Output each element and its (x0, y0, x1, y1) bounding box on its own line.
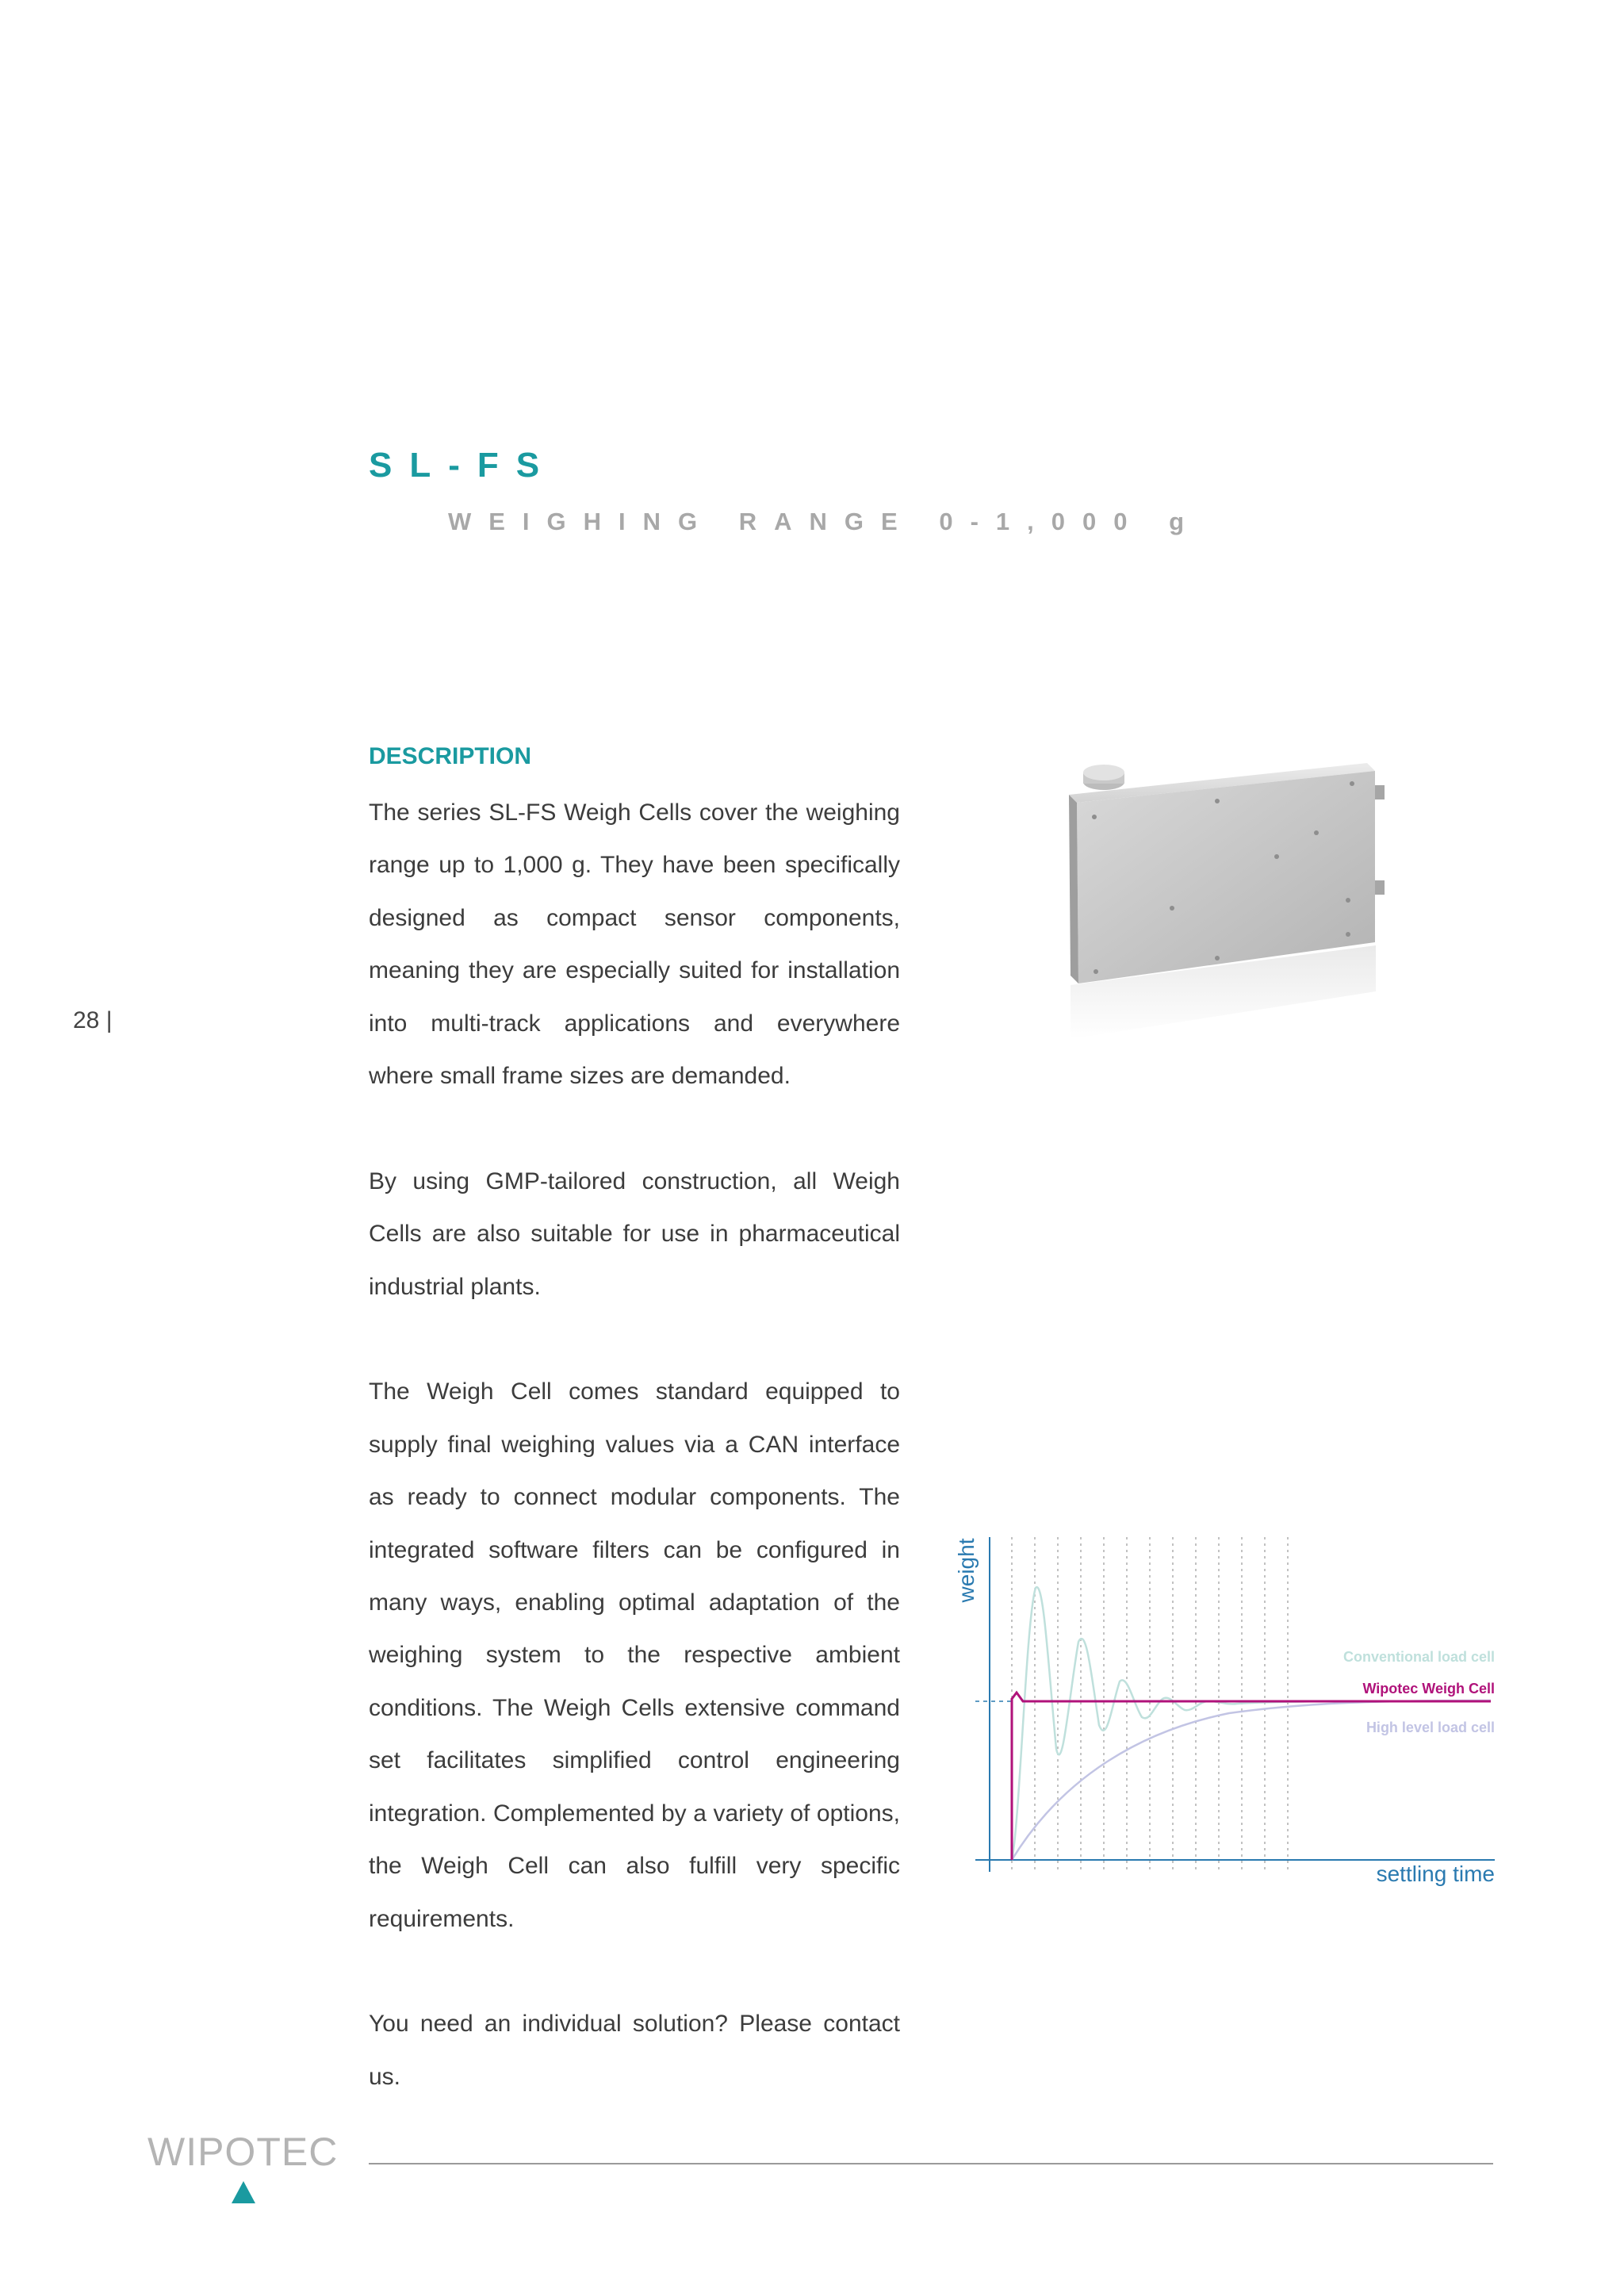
description-paragraph: The Weigh Cell comes standard equipped to supply final weighing values via a CAN interface as ready to connect modular components. The integrated software filters can be configured in many ways, enabling optimal adaptation of the weighing system to the respective ambient conditions. The Weigh Cells extensive command set facilitates simplified control engineering integration. Complemented by a variety of options, the Weigh Cell can also fulfill very specific requirements. (369, 1378, 900, 1932)
description-paragraph: You need an individual solution? Please contact us. (369, 2011, 900, 2090)
legend-high-level-load-cell: High level load cell (1365, 1720, 1495, 1735)
legend-wipotec-weigh-cell: Wipotec Weigh Cell (1362, 1681, 1495, 1697)
description-paragraph: By using GMP-tailored construction, all Weigh Cells are also suitable for use in pharmaceutical industrial plants. (369, 1168, 900, 1300)
wipotec-logo (147, 2129, 338, 2216)
wipotec-weigh-cell-curve (1012, 1693, 1491, 1860)
description-heading: DESCRIPTION (369, 743, 532, 769)
y-axis-label: weight (954, 1538, 979, 1603)
weighing-range-subtitle: WEIGHING RANGE 0-1,000 g (448, 508, 1202, 535)
product-title: SL-FS (369, 446, 557, 485)
triangle-logo-icon (232, 2181, 255, 2203)
page-number: 28 | (73, 1007, 113, 1033)
description-paragraph: The series SL-FS Weigh Cells cover the weighing range up to 1,000 g. They have been specifically designed as compact sensor components, meaning they are especially suited for installation into multi-track applications and everywhere where small frame sizes are demanded. (369, 799, 900, 1090)
x-axis-label: settling time (1376, 1861, 1495, 1886)
settling-time-chart (944, 1523, 1499, 1888)
weigh-cell-product-photo (1047, 753, 1396, 1055)
logo-wordmark: WIPOTEC (147, 2130, 339, 2174)
legend-conventional-load-cell: Conventional load cell (1342, 1649, 1495, 1665)
description-body (369, 787, 900, 2103)
footer-divider (369, 2163, 1493, 2164)
